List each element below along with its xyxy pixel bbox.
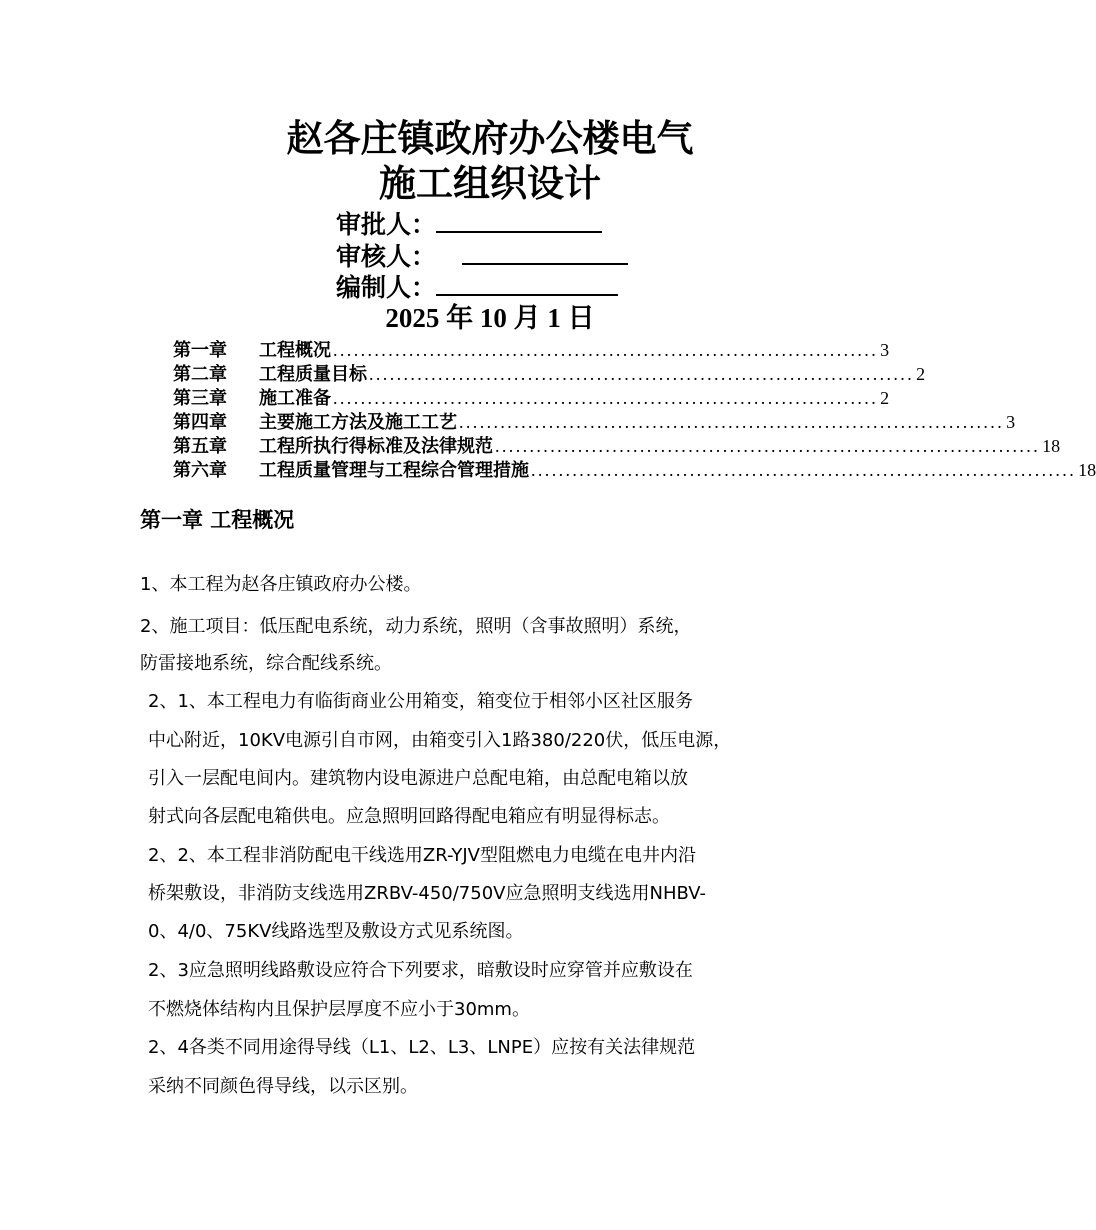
body-line: 不燃烧体结构内且保护层厚度不应小于30mm。 (148, 999, 530, 1020)
approver-label: 审批人： (336, 210, 437, 239)
toc-chapter: 第五章 (173, 436, 227, 457)
toc-item[interactable] (173, 338, 890, 362)
toc-page: 2 (880, 388, 890, 408)
approver-blank-line (436, 207, 602, 233)
body-line: 2、施工项目：低压配电系统，动力系统，照明（含事故照明）系统， (140, 616, 692, 637)
toc-title: 工程质量目标 (259, 364, 367, 385)
toc-title: 工程概况 (259, 340, 331, 361)
toc-chapter: 第一章 (173, 340, 227, 361)
reviewer-row (336, 239, 628, 271)
toc-item[interactable] (173, 362, 926, 386)
approver-row (336, 207, 602, 239)
body-line: 2、2、本工程非消防配电干线选用ZR-YJV型阻燃电力电缆在电井内沿 (148, 845, 696, 866)
toc-leader: ............................................................................... (369, 364, 915, 384)
body-line: 桥架敷设，非消防支线选用ZRBV-450/750V应急照明支线选用NHBV- (148, 883, 707, 904)
toc-leader: ............................................................................... (333, 388, 879, 408)
toc-chapter: 第二章 (173, 364, 227, 385)
toc-title: 工程所执行得标准及法律规范 (259, 436, 493, 457)
toc-title: 施工准备 (259, 388, 331, 409)
section-heading: 第一章 工程概况 (140, 508, 295, 532)
body-line: 1、本工程为赵各庄镇政府办公楼。 (140, 574, 422, 595)
body-line: 2、1、本工程电力有临街商业公用箱变，箱变位于相邻小区社区服务 (148, 691, 693, 712)
body-line: 2、4各类不同用途得导线（L1、L2、L3、LNPE）应按有关法律规范 (148, 1037, 696, 1058)
toc-page: 2 (916, 364, 926, 384)
toc-leader: ............................................................................... (333, 340, 879, 360)
toc-chapter: 第三章 (173, 388, 227, 409)
body-line: 射式向各层配电箱供电。应急照明回路得配电箱应有明显得标志。 (148, 806, 670, 827)
toc-title: 主要施工方法及施工工艺 (259, 412, 457, 433)
toc-item[interactable] (173, 386, 890, 410)
body-line: 采纳不同颜色得导线，以示区别。 (148, 1076, 418, 1097)
toc-page: 18 (1078, 460, 1096, 480)
body-line: 0、4/0、75KV线路选型及敷设方式见系统图。 (148, 921, 524, 942)
toc-page: 3 (1006, 412, 1016, 432)
toc-page: 3 (880, 340, 890, 360)
toc-page: 18 (1042, 436, 1061, 456)
document-title-line1: 赵各庄镇政府办公楼电气 (286, 117, 694, 160)
document-date: 2025 年 10 月 1 日 (385, 303, 595, 333)
body-line: 中心附近，10KV电源引自市网，由箱变引入1路380/220伏，低压电源， (148, 730, 732, 751)
reviewer-blank-line (462, 239, 628, 265)
table-of-contents (173, 338, 1096, 482)
toc-chapter: 第六章 (173, 460, 227, 481)
toc-leader: ............................................................................... (495, 436, 1041, 456)
toc-item[interactable] (173, 458, 1096, 482)
toc-leader: ............................................................................... (531, 460, 1077, 480)
toc-title: 工程质量管理与工程综合管理措施 (259, 460, 529, 481)
toc-item[interactable] (173, 434, 1061, 458)
body-line: 防雷接地系统，综合配线系统。 (140, 653, 392, 674)
body-line: 2、3应急照明线路敷设应符合下列要求，暗敷设时应穿管并应敷设在 (148, 960, 693, 981)
body-line: 引入一层配电间内。建筑物内设电源进户总配电箱，由总配电箱以放 (148, 768, 688, 789)
toc-leader: ............................................................................... (459, 412, 1005, 432)
toc-item[interactable] (173, 410, 1016, 434)
reviewer-label: 审核人： (336, 242, 437, 271)
compiler-row (336, 270, 618, 302)
compiler-label: 编制人： (336, 273, 437, 302)
toc-chapter: 第四章 (173, 412, 227, 433)
document-title-line2: 施工组织设计 (379, 162, 601, 205)
compiler-blank-line (436, 270, 618, 296)
